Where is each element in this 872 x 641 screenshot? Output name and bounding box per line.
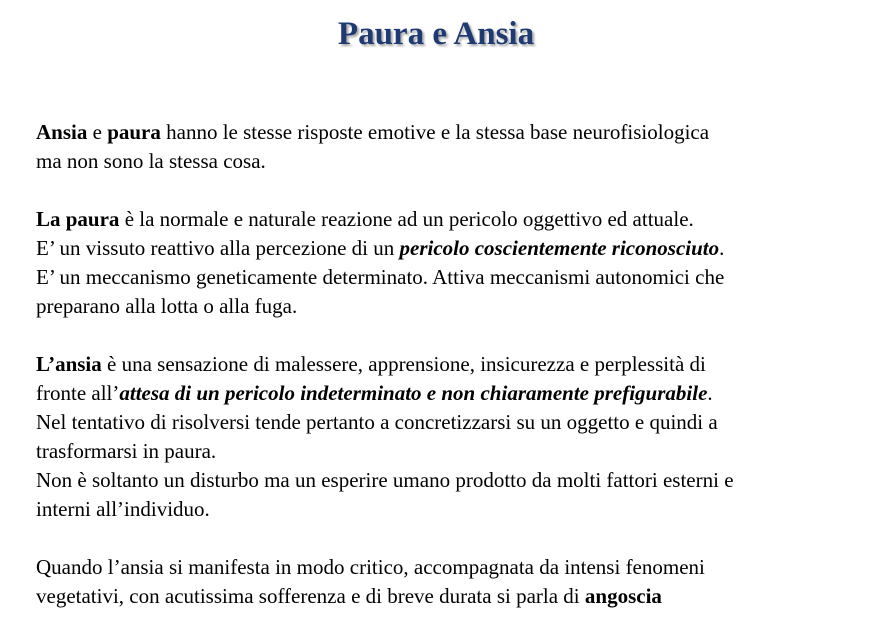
text-line bbox=[36, 350, 856, 379]
text-span: . bbox=[707, 381, 713, 405]
text-line bbox=[36, 234, 856, 263]
text-line: preparano alla lotta o alla fuga. bbox=[36, 294, 298, 318]
text-line: Non è soltanto un disturbo ma un esperire umano prodotto da molti fattori esterni e bbox=[36, 468, 734, 492]
slide-title: Paura e Ansia bbox=[337, 16, 535, 52]
text-line bbox=[36, 118, 856, 147]
bold-term-l-ansia: L’ansia bbox=[36, 352, 102, 376]
text-line: Quando l’ansia si manifesta in modo critico, accompagnata da intensi fenomeni bbox=[36, 555, 705, 579]
text-span: E’ un vissuto reattivo alla percezione di un bbox=[36, 236, 400, 260]
text-line: ma non sono la stessa cosa. bbox=[36, 149, 266, 173]
text-line bbox=[36, 582, 856, 611]
text-line bbox=[36, 379, 856, 408]
paragraph-l-ansia bbox=[36, 350, 856, 524]
emphasis-pericolo-riconosciuto: pericolo coscientemente riconosciuto bbox=[399, 236, 720, 260]
paragraph-angoscia bbox=[36, 553, 856, 611]
bold-term-la-paura: La paura bbox=[36, 207, 120, 231]
text-span: e bbox=[87, 120, 108, 144]
text-line bbox=[36, 205, 856, 234]
bold-term-angoscia: angoscia bbox=[584, 584, 662, 608]
emphasis-pericolo-indeterminato: attesa di un pericolo indeterminato e non chiaramente prefigurabile bbox=[119, 381, 708, 405]
text-line: E’ un meccanismo geneticamente determinato. Attiva meccanismi autonomici che bbox=[36, 265, 725, 289]
paragraph-la-paura bbox=[36, 205, 856, 321]
slide-body bbox=[36, 118, 856, 640]
text-line: Nel tentativo di risolversi tende pertanto a concretizzarsi su un oggetto e quindi a bbox=[36, 410, 718, 434]
text-span: è la normale e naturale reazione ad un pericolo oggettivo ed attuale. bbox=[119, 207, 694, 231]
text-line: interni all’individuo. bbox=[36, 497, 210, 521]
bold-term-ansia: Ansia bbox=[36, 120, 88, 144]
text-line: trasformarsi in paura. bbox=[36, 439, 217, 463]
text-span: è una sensazione di malessere, apprensione, insicurezza e perplessità di bbox=[101, 352, 706, 376]
text-span: . bbox=[719, 236, 725, 260]
text-span: fronte all’ bbox=[36, 381, 120, 405]
text-span: hanno le stesse risposte emotive e la stessa base neurofisiologica bbox=[160, 120, 710, 144]
paragraph-ansia-paura bbox=[36, 118, 856, 176]
text-span: vegetativi, con acutissima sofferenza e di breve durata si parla di bbox=[36, 584, 585, 608]
bold-term-paura: paura bbox=[107, 120, 161, 144]
